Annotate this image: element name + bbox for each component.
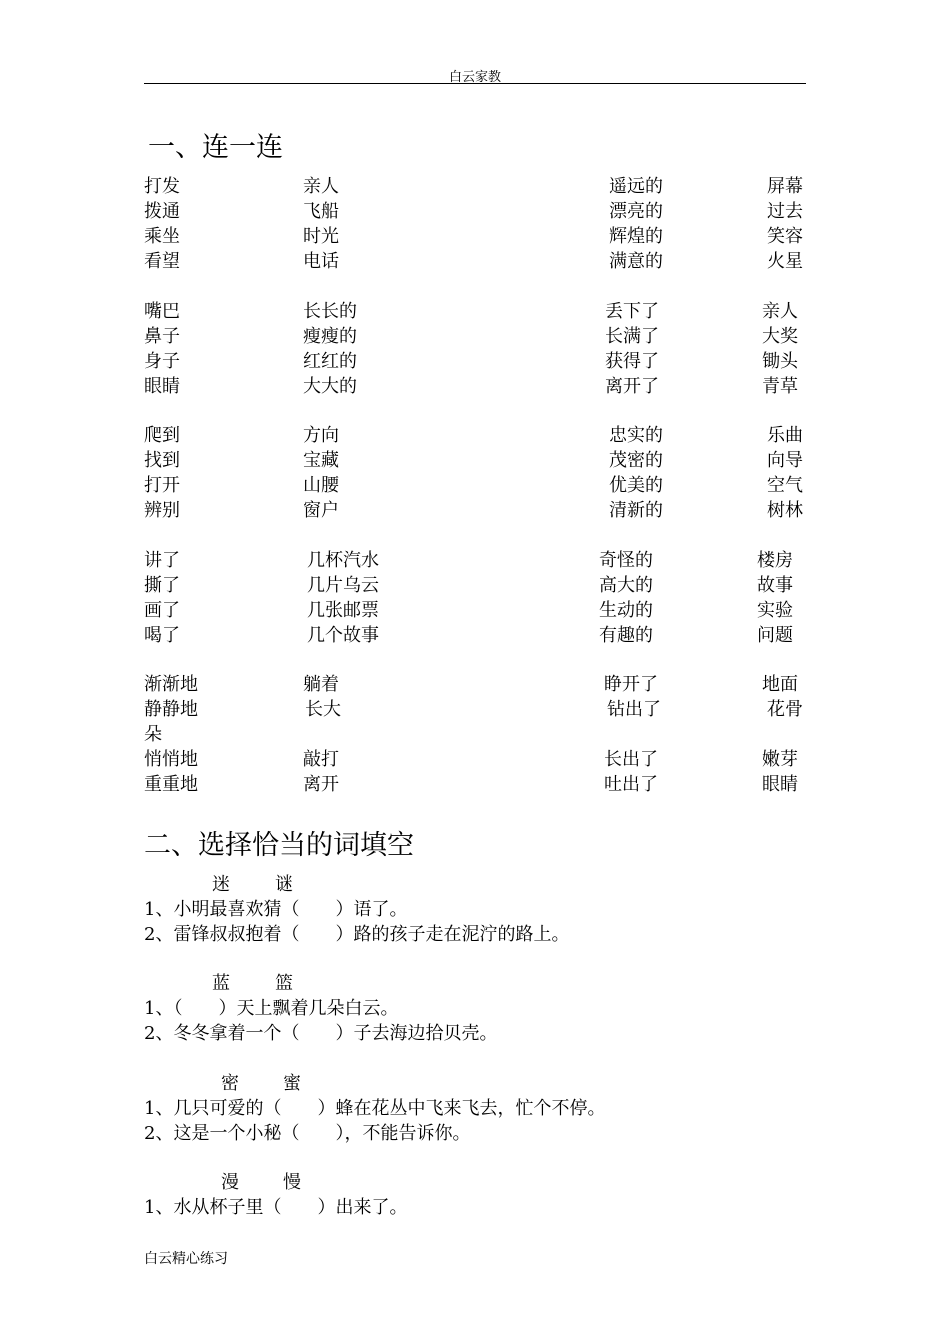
word-col-3: 满意的: [609, 251, 663, 272]
question-line: 2、雷锋叔叔抱着（ ）路的孩子走在泥泞的路上。: [144, 924, 570, 945]
word-choices: [144, 971, 804, 996]
matching-row: [144, 573, 814, 598]
word-col-4: 故事: [757, 575, 793, 596]
word-col-1: 静静地: [144, 699, 198, 720]
fill-block-4: [144, 1170, 804, 1220]
word-col-3: 丢下了: [605, 301, 659, 322]
matching-row: [144, 324, 814, 349]
word-choices: [144, 1170, 804, 1195]
matching-row: [144, 249, 814, 274]
word-col-2: 窗户: [303, 500, 339, 521]
word-col-2: 山腰: [303, 475, 339, 496]
word-col-1: 嘴巴: [144, 301, 180, 322]
word-col-2: 亲人: [303, 176, 339, 197]
word-col-3: 吐出了: [604, 774, 658, 795]
word-col-1: 眼睛: [144, 376, 180, 397]
word-col-2: 几个故事: [307, 625, 379, 646]
word-col-4: 楼房: [757, 550, 793, 571]
word-col-2: 方向: [303, 425, 339, 446]
word-col-2: 长大: [305, 699, 341, 720]
word-col-1: 画了: [144, 600, 180, 621]
matching-row: [144, 224, 814, 249]
matching-row: [144, 697, 814, 722]
word-col-3: 清新的: [609, 500, 663, 521]
word-col-4: 过去: [767, 201, 803, 222]
word-col-2: 离开: [303, 774, 339, 795]
fill-block-3: [144, 1071, 804, 1146]
word-col-3: 长出了: [604, 749, 658, 770]
word-col-2: 宝藏: [303, 450, 339, 471]
matching-group-1: [144, 174, 814, 274]
word-col-2: 几杯汽水: [307, 550, 379, 571]
question-line: 1、几只可爱的（ ）蜂在花丛中飞来飞去，忙个不停。: [144, 1098, 606, 1119]
word-col-4: 树林: [767, 500, 803, 521]
word-col-3: 长满了: [605, 326, 659, 347]
matching-group-3: [144, 423, 814, 523]
choice-word: 漫: [221, 1172, 239, 1193]
word-col-3: 睁开了: [604, 674, 658, 695]
matching-row: [144, 548, 814, 573]
word-col-3: 钻出了: [607, 699, 661, 720]
matching-row: [144, 448, 814, 473]
word-col-3: 遥远的: [609, 176, 663, 197]
word-col-3: 生动的: [599, 600, 653, 621]
word-col-1: 拨通: [144, 201, 180, 222]
word-col-4: 空气: [767, 475, 803, 496]
word-col-1: 爬到: [144, 425, 180, 446]
word-col-1: 乘坐: [144, 226, 180, 247]
word-col-3: 奇怪的: [599, 550, 653, 571]
word-choices: [144, 1071, 804, 1096]
word-col-1: 悄悄地: [144, 749, 198, 770]
wrapped-text: 朵: [144, 724, 162, 745]
matching-row: [144, 672, 814, 697]
word-col-4: 眼睛: [762, 774, 798, 795]
word-col-3: 获得了: [605, 351, 659, 372]
word-col-4: 问题: [757, 625, 793, 646]
choice-word: 谜: [275, 874, 293, 895]
question-line: 1、小明最喜欢猜（ ）语了。: [144, 899, 408, 920]
word-col-2: 瘦瘦的: [303, 326, 357, 347]
matching-row: [144, 498, 814, 523]
word-col-2: 几张邮票: [307, 600, 379, 621]
word-col-4: 笑容: [767, 226, 803, 247]
choice-word: 蓝: [212, 973, 230, 994]
word-col-1: 打发: [144, 176, 180, 197]
word-col-2: 大大的: [303, 376, 357, 397]
matching-row: [144, 174, 814, 199]
matching-row: [144, 473, 814, 498]
fill-block-1: [144, 872, 804, 947]
word-col-3: 茂密的: [609, 450, 663, 471]
word-col-4: 向导: [767, 450, 803, 471]
matching-row: [144, 747, 814, 772]
word-col-3: 漂亮的: [609, 201, 663, 222]
word-col-1: 看望: [144, 251, 180, 272]
matching-row: [144, 423, 814, 448]
word-col-1: 重重地: [144, 774, 198, 795]
matching-row: [144, 349, 814, 374]
word-col-4: 实验: [757, 600, 793, 621]
choice-word: 迷: [212, 874, 230, 895]
question-line: 2、这是一个小秘（ ），不能告诉你。: [144, 1123, 471, 1144]
page-footer: 白云精心练习: [144, 1251, 228, 1267]
word-col-4: 大奖: [762, 326, 798, 347]
word-col-3: 高大的: [599, 575, 653, 596]
word-col-3: 有趣的: [599, 625, 653, 646]
word-col-1: 撕了: [144, 575, 180, 596]
choice-word: 慢: [283, 1172, 301, 1193]
matching-group-5: [144, 672, 814, 797]
choice-word: 密: [221, 1073, 239, 1094]
fill-block-2: [144, 971, 804, 1046]
question-line: 1、（ ）天上飘着几朵白云。: [144, 998, 399, 1019]
word-col-4: 花骨: [767, 699, 803, 720]
matching-row: [144, 772, 814, 797]
word-col-3: 优美的: [609, 475, 663, 496]
word-col-4: 火星: [767, 251, 803, 272]
word-col-3: 忠实的: [609, 425, 663, 446]
word-col-2: 长长的: [303, 301, 357, 322]
word-col-1: 辨别: [144, 500, 180, 521]
word-col-1: 渐渐地: [144, 674, 198, 695]
word-col-1: 打开: [144, 475, 180, 496]
word-col-2: 敲打: [303, 749, 339, 770]
word-col-1: 讲了: [144, 550, 180, 571]
matching-group-2: [144, 299, 814, 399]
word-col-1: 身子: [144, 351, 180, 372]
word-col-4: 屏幕: [767, 176, 803, 197]
word-col-1: 喝了: [144, 625, 180, 646]
word-col-4: 青草: [762, 376, 798, 397]
question-line: 1、水从杯子里（ ）出来了。: [144, 1197, 408, 1218]
section-1-title: 一、连一连: [148, 132, 283, 163]
word-col-1: 找到: [144, 450, 180, 471]
word-col-4: 亲人: [762, 301, 798, 322]
word-col-2: 时光: [303, 226, 339, 247]
word-col-3: 离开了: [605, 376, 659, 397]
word-col-4: 嫩芽: [762, 749, 798, 770]
word-choices: [144, 872, 804, 897]
choice-word: 篮: [275, 973, 293, 994]
matching-row: [144, 374, 814, 399]
word-col-2: 躺着: [303, 674, 339, 695]
header-divider: [144, 83, 806, 84]
word-col-1: 鼻子: [144, 326, 180, 347]
section-2-title: 二、选择恰当的词填空: [144, 830, 414, 861]
matching-group-4: [144, 548, 814, 648]
word-col-2: 飞船: [303, 201, 339, 222]
word-col-2: 红红的: [303, 351, 357, 372]
word-col-2: 电话: [303, 251, 339, 272]
page-header: 白云家教: [448, 70, 501, 85]
word-col-2: 几片乌云: [307, 575, 379, 596]
matching-row: [144, 199, 814, 224]
word-col-4: 地面: [762, 674, 798, 695]
word-col-3: 辉煌的: [609, 226, 663, 247]
choice-word: 蜜: [283, 1073, 301, 1094]
word-col-4: 乐曲: [767, 425, 803, 446]
matching-row: [144, 623, 814, 648]
question-line: 2、冬冬拿着一个（ ）子去海边拾贝壳。: [144, 1023, 498, 1044]
matching-row: [144, 299, 814, 324]
word-col-4: 锄头: [762, 351, 798, 372]
matching-row: [144, 598, 814, 623]
